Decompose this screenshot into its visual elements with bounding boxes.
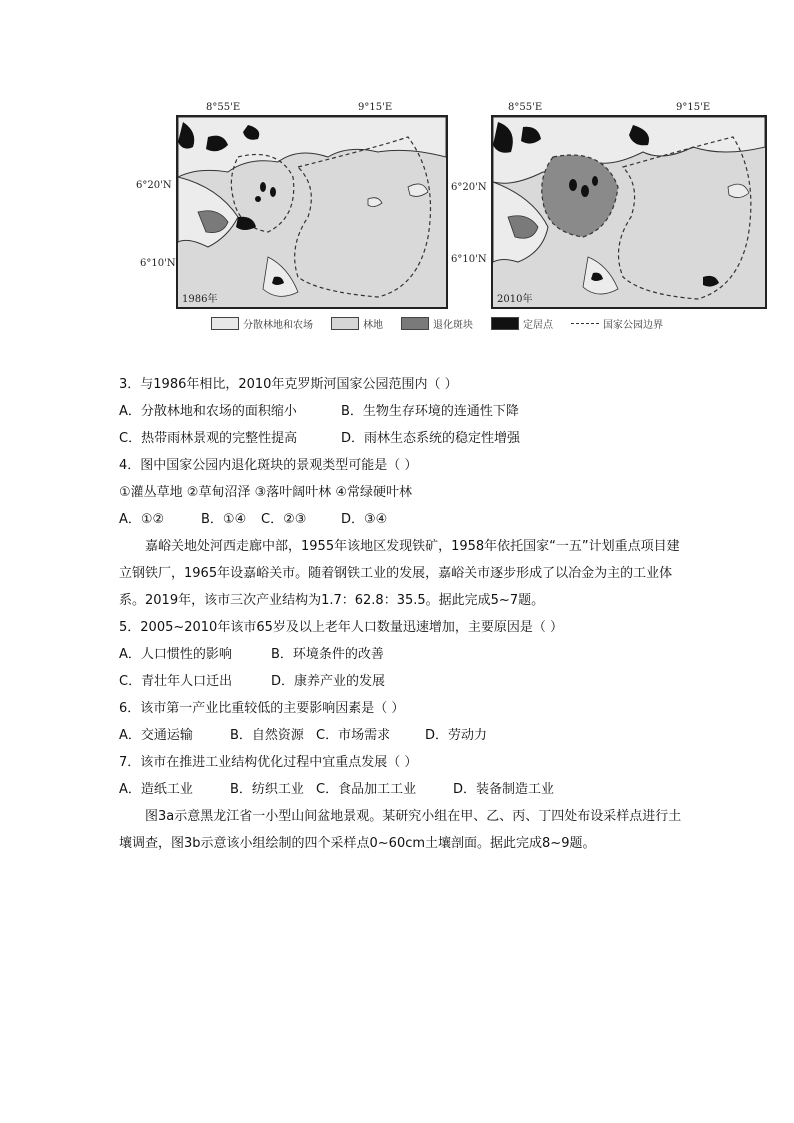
year-label: 2010年	[497, 294, 533, 305]
map-legend	[211, 314, 771, 332]
option-b: B．环境条件的改善	[271, 647, 384, 662]
question-6-stem: 6．该市第一产业比重较低的主要影响因素是（ ）	[119, 701, 405, 716]
question-5-stem: 5．2005~2010年该市65岁及以上老年人口数量迅速增加，主要原因是（ ）	[119, 620, 564, 635]
option-c: C．食品加工工业	[316, 782, 417, 797]
option-b: B．生物生存环境的连通性下降	[341, 404, 519, 419]
option-a: A．①②	[119, 512, 165, 527]
option-d: D．康养产业的发展	[271, 674, 386, 689]
legend-item	[491, 316, 553, 331]
passage-heilongjiang: 图3a示意黑龙江省一小型山间盆地景观。某研究小组在甲、乙、丙、丁四处布设采样点进行土壤调查，图3b示意该小组绘制的四个采样点0~60cm土壤剖面。据此完成8~9题。	[119, 809, 682, 851]
map-2010	[491, 115, 767, 309]
legend-label: 定居点	[523, 319, 553, 331]
latitude-label: 6°10'N	[451, 254, 487, 265]
longitude-label: 8°55'E	[206, 102, 241, 113]
legend-swatch	[331, 317, 359, 330]
option-b: B．纺织工业	[230, 782, 304, 797]
legend-swatch	[211, 317, 239, 330]
question-7-stem: 7．该市在推进工业结构优化过程中宜重点发展（ ）	[119, 755, 418, 770]
year-label: 1986年	[182, 294, 218, 305]
question-4-items: ①灌丛草地 ②草甸沼泽 ③落叶阔叶林 ④常绿硬叶林	[119, 485, 413, 500]
question-block	[119, 371, 689, 857]
option-a: A．交通运输	[119, 728, 193, 743]
option-c: C．市场需求	[316, 728, 391, 743]
latitude-label: 6°20'N	[136, 180, 172, 191]
legend-swatch	[491, 317, 519, 330]
map-1986	[176, 115, 448, 309]
legend-item	[211, 316, 313, 331]
question-7-options	[119, 776, 689, 803]
boundary-dash-icon	[571, 323, 599, 324]
longitude-label: 9°15'E	[676, 102, 711, 113]
option-d: D．装备制造工业	[453, 782, 555, 797]
legend-label: 分散林地和农场	[243, 319, 313, 331]
question-6-options	[119, 722, 689, 749]
legend-label: 林地	[363, 319, 383, 331]
latitude-label: 6°20'N	[451, 182, 487, 193]
legend-item	[401, 316, 473, 331]
option-c: C．热带雨林景观的完整性提高	[119, 431, 298, 446]
option-a: A．造纸工业	[119, 782, 193, 797]
question-4-stem: 4．图中国家公园内退化斑块的景观类型可能是（ ）	[119, 458, 418, 473]
question-3-stem: 3．与1986年相比，2010年克罗斯河国家公园范围内（ ）	[119, 377, 458, 392]
question-3-options-row-2	[119, 425, 689, 452]
legend-label: 国家公园边界	[603, 319, 663, 331]
legend-item	[571, 316, 663, 331]
legend-item	[331, 316, 383, 331]
option-b: B．自然资源	[230, 728, 304, 743]
legend-swatch	[401, 317, 429, 330]
option-b: B．①④	[201, 512, 247, 527]
question-5-options-row-2	[119, 668, 689, 695]
question-4-options	[119, 506, 689, 533]
longitude-label: 8°55'E	[508, 102, 543, 113]
option-c: C．青壮年人口迁出	[119, 674, 233, 689]
option-a: A．人口惯性的影响	[119, 647, 232, 662]
option-d: D．劳动力	[425, 728, 488, 743]
option-c: C．②③	[261, 512, 307, 527]
option-a: A．分散林地和农场的面积缩小	[119, 404, 297, 419]
passage-jiayuguan: 嘉峪关地处河西走廊中部，1955年该地区发现铁矿，1958年依托国家“一五”计划重点项目建立钢铁厂，1965年设嘉峪关市。随着钢铁工业的发展，嘉峪关市逐步形成了以冶金为主的工业体系。2019年，该市三次产业结构为1.7：62.8：35.5。据此完成5~7题。	[119, 539, 680, 608]
longitude-label: 9°15'E	[358, 102, 393, 113]
option-d: D．雨林生态系统的稳定性增强	[341, 431, 521, 446]
latitude-label: 6°10'N	[140, 258, 176, 269]
map-figure	[136, 100, 776, 345]
option-d: D．③④	[341, 512, 388, 527]
question-3-options-row-1	[119, 398, 689, 425]
question-5-options-row-1	[119, 641, 689, 668]
legend-label: 退化斑块	[433, 319, 473, 331]
